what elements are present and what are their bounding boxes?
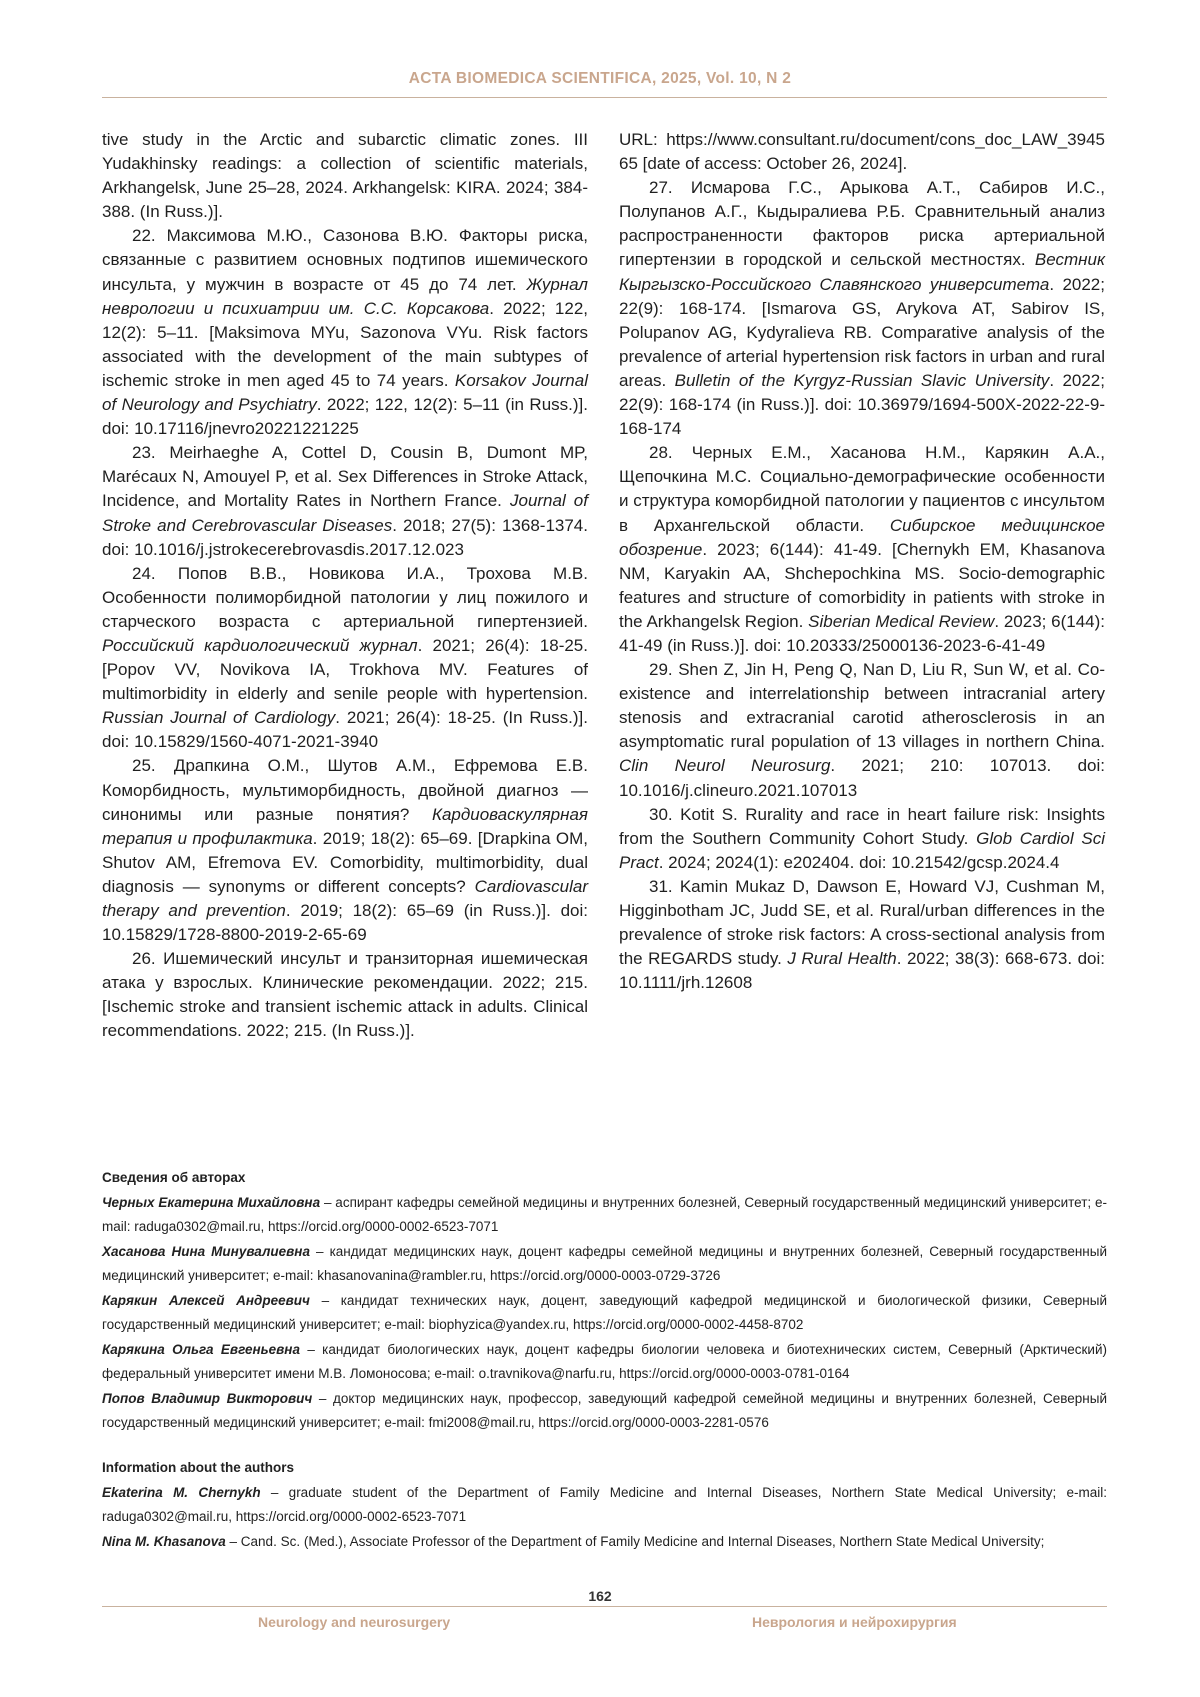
author-details: – аспирант кафедры семейной медицины и внутренних болезней, Северный государственный медицинский университет; e-mail: raduga0302@mail.ru, https://orcid.org/0000-0002-6523-7071 [102, 1194, 1107, 1234]
reference-text: 23. Meirhaeghe A, Cottel D, Cousin B, Dumont MP, Marécaux N, Amouyel P, et al. Sex Differences in Stroke Attack, Incidence, and Mortality Rates in Northern France. [102, 443, 588, 511]
author-details: – доктор медицинских наук, профессор, заведующий кафедрой семейной медицины и внутренних болезней, Северный государственный медицинский университет; e-mail: fmi2008@mail.ru, https://orcid.org/0000-0003-2281-0576 [102, 1390, 1107, 1430]
reference-text: . 2019; 18(2): 65–69. [Drapkina OM, Shutov AM, Efremova EV. Comorbidity, multimorbidity, dual diagnosis — synonyms or different concepts? [102, 828, 588, 896]
author-details: – кандидат медицинских наук, доцент кафедры семейной медицины и внутренних болезней, Северный государственный медицинский университет; e-mail: khasanovanina@rambler.ru, https://orcid.org/0000-0003-0729-3726 [102, 1243, 1107, 1283]
reference-entry [619, 658, 1105, 803]
reference-entry [619, 128, 1105, 176]
reference-journal-title: J Rural Health [787, 949, 897, 969]
author-name: Ekaterina M. Chernykh [102, 1484, 261, 1500]
reference-text: . 2022; 38(3): 668-673. doi: 10.1111/jrh.12608 [619, 949, 1105, 993]
reference-text: tive study in the Arctic and subarctic climatic zones. III Yudakhinsky readings: a collection of scientific materials, Arkhangelsk, June 25–28, 2024. Arkhangelsk: KIRA. 2024; 384-388. (In Russ.)]. [102, 130, 588, 222]
author-entry [102, 1530, 1107, 1555]
author-details: – graduate student of the Department of Family Medicine and Internal Diseases, Northern State Medical University; e-mail: raduga0302@mail.ru, https://orcid.org/0000-0002-6523-7071 [102, 1484, 1107, 1524]
authors-info-en [102, 1456, 1107, 1554]
footer-rule [102, 1606, 1107, 1607]
reference-entry [619, 875, 1105, 995]
author-entry [102, 1289, 1107, 1338]
reference-text: URL: https://www.consultant.ru/document/cons_doc_LAW_394565 [date of access: October 26, 2024]. [619, 130, 1105, 174]
reference-journal-title: Korsakov Journal of Neurology and Psychiatry [102, 370, 588, 415]
reference-journal-title: Журнал неврологии и психиатрии им. С.С. Корсакова [102, 274, 588, 318]
reference-journal-title: Russian Journal of Cardiology [102, 708, 336, 728]
authors-en-list [102, 1481, 1107, 1555]
header-rule [102, 97, 1107, 98]
reference-entry [102, 754, 588, 947]
reference-journal-title: Вестник Кыргызско-Российского Славянского университета [619, 250, 1105, 294]
reference-text: 28. Черных Е.М., Хасанова Н.М., Карякин А.А., Щепочкина М.С. Социально-демографические особенности и структура коморбидной патологии у пациентов с инсультом в Архангельской области. [619, 443, 1105, 535]
reference-text: 26. Ишемический инсульт и транзиторная ишемическая атака у взрослых. Клинические рекомендации. 2022; 215. [Ischemic stroke and transient ischemic attack in adults. Clinical recommendations. 2022; 215. (In Russ.)]. [102, 949, 588, 1041]
reference-journal-title: Glob Cardiol Sci Pract [619, 828, 1106, 872]
reference-text: . 2021; 26(4): 18-25. (In Russ.)]. doi: 10.15829/1560-4071-2021-3940 [102, 708, 588, 752]
reference-entry [102, 224, 588, 441]
reference-text: . 2021; 26(4): 18-25. [Popov VV, Novikova IA, Trokhova MV. Features of multimorbidity in elderly and senile people with hypertension. [102, 635, 588, 704]
footer-section-ru: Неврология и нейрохирургия [752, 1614, 957, 1630]
reference-entry [102, 562, 588, 755]
reference-text: 29. Shen Z, Jin H, Peng Q, Nan D, Liu R, Sun W, et al. Co-existence and interrelationship between intracranial artery stenosis and extracranial carotid atherosclerosis in an asymptomatic rural population of 13 villages in northern China. [619, 660, 1105, 752]
reference-journal-title: Кардиоваскулярная терапия и профилактика [102, 804, 588, 848]
author-details: – кандидат технических наук, доцент, заведующий кафедрой медицинской и биологической физики, Северный государственный медицинский университет; e-mail: biophyzica@yandex.ru, https://orcid.org/0000-0002-4458-8702 [102, 1292, 1107, 1332]
reference-entry [619, 803, 1105, 875]
reference-text: 30. Kotit S. Rurality and race in heart failure risk: Insights from the Southern Community Cohort Study. [619, 804, 1105, 848]
reference-text: . 2019; 18(2): 65–69 (in Russ.)]. doi: 10.15829/1728-8800-2019-2-65-69 [102, 901, 588, 945]
author-name: Карякина Ольга Евгеньевна [102, 1341, 300, 1357]
reference-journal-title: Сибирское медицинское обозрение [619, 515, 1105, 559]
reference-text: 24. Попов В.В., Новикова И.А., Трохова М.В. Особенности полиморбидной патологии у лиц пожилого и старческого возраста с артериальной гипертензией. [102, 563, 588, 631]
author-name: Карякин Алексей Андреевич [102, 1292, 310, 1308]
reference-journal-title: Clin Neurol Neurosurg [619, 756, 831, 776]
author-entry [102, 1240, 1107, 1289]
reference-text: . 2023; 6(144): 41-49 (in Russ.)]. doi: 10.20333/25000136-2023-6-41-49 [619, 611, 1105, 655]
author-entry [102, 1387, 1107, 1436]
reference-text: . 2023; 6(144): 41-49. [Chernykh EM, Khasanova NM, Karyakin AA, Shchepochkina MS. Socio-demographic features and structure of comorbidity in patients with stroke in the Arkhangelsk Region. [619, 539, 1105, 631]
reference-text: . 2022; 22(9): 168-174. [Ismarova GS, Arykova AT, Sabirov IS, Polupanov AG, Kydyralieva RB. Comparative analysis of the prevalence of arterial hypertension risk factors in urban and rural areas. [619, 274, 1105, 390]
reference-text: . 2021; 210: 107013. doi: 10.1016/j.clineuro.2021.107013 [619, 756, 1105, 800]
reference-journal-title: Bulletin of the Kyrgyz-Russian Slavic University [674, 370, 1050, 390]
author-name: Черных Екатерина Михайловна [102, 1194, 321, 1210]
author-details: – кандидат биологических наук, доцент кафедры биологии человека и биотехнических систем, Северный (Арктический) федеральный университет имени М.В. Ломоносова; e-mail: o.travnikova@narfu.ru, https://orcid.org/0000-0003-0781-0164 [102, 1341, 1107, 1381]
reference-entry [102, 947, 588, 1043]
references-right-column [619, 128, 1105, 995]
reference-text: 22. Максимова М.Ю., Сазонова В.Ю. Факторы риска, связанные с развитием основных подтипов ишемического инсульта, у мужчин в возрасте от 45 до 74 лет. [102, 226, 588, 294]
author-entry [102, 1191, 1107, 1240]
author-entry [102, 1338, 1107, 1387]
reference-text: 25. Драпкина О.М., Шутов А.М., Ефремова Е.В. Коморбидность, мультиморбидность, двойной диагноз — синонимы или разные понятия? [102, 756, 588, 824]
author-entry [102, 1481, 1107, 1530]
reference-entry [102, 128, 588, 224]
reference-journal-title: Journal of Stroke and Cerebrovascular Diseases [102, 491, 588, 535]
author-name: Хасанова Нина Минувалиевна [102, 1243, 310, 1259]
author-name: Попов Владимир Викторович [102, 1390, 313, 1406]
reference-journal-title: Российский кардиологический журнал [102, 635, 418, 655]
reference-text: . 2022; 22(9): 168-174 (in Russ.)]. doi: 10.36979/1694-500X-2022-22-9-168-174 [619, 370, 1105, 439]
reference-journal-title: Cardiovascular therapy and prevention [102, 876, 588, 920]
journal-header: ACTA BIOMEDICA SCIENTIFICA, 2025, Vol. 10, N 2 [408, 70, 792, 87]
reference-text: . 2018; 27(5): 1368-1374. doi: 10.1016/j.jstrokecerebrovasdis.2017.12.023 [102, 515, 588, 559]
reference-text: 27. Исмарова Г.С., Арыкова А.Т., Сабиров И.С., Полупанов А.Г., Кыдыралиева Р.Б. Сравнительный анализ распространенности факторов риска артериальной гипертензии в городской и сельской местностях. [619, 178, 1105, 270]
references-left-column [102, 128, 588, 1044]
authors-en-title: Information about the authors [102, 1460, 294, 1475]
reference-text: 31. Kamin Mukaz D, Dawson E, Howard VJ, Cushman M, Higginbotham JC, Judd SE, et al. Rural/urban differences in the prevalence of stroke risk factors: A cross-sectional analysis from the REGARDS study. [619, 876, 1105, 969]
reference-journal-title: Siberian Medical Review [808, 611, 995, 631]
authors-ru-list [102, 1191, 1107, 1436]
author-name: Nina M. Khasanova [102, 1533, 226, 1549]
footer-section-en: Neurology and neurosurgery [258, 1614, 451, 1630]
page-number: 162 [588, 1588, 612, 1604]
author-details: – Cand. Sc. (Med.), Associate Professor of the Department of Family Medicine and Internal Diseases, Northern State Medical University; [225, 1533, 1045, 1549]
reference-entry [102, 441, 588, 561]
authors-ru-title: Сведения об авторах [102, 1170, 246, 1185]
reference-text: . 2022; 122, 12(2): 5–11 (in Russ.)]. doi: 10.17116/jnevro20221221225 [102, 395, 588, 439]
reference-text: . 2024; 2024(1): e202404. doi: 10.21542/gcsp.2024.4 [658, 852, 1060, 872]
reference-text: . 2022; 122, 12(2): 5–11. [Maksimova MYu, Sazonova VYu. Risk factors associated with the development of the main subtypes of ischemic stroke in men aged 45 to 74 years. [102, 298, 588, 390]
reference-entry [619, 441, 1105, 658]
reference-entry [619, 176, 1105, 441]
authors-info-ru [102, 1166, 1107, 1436]
